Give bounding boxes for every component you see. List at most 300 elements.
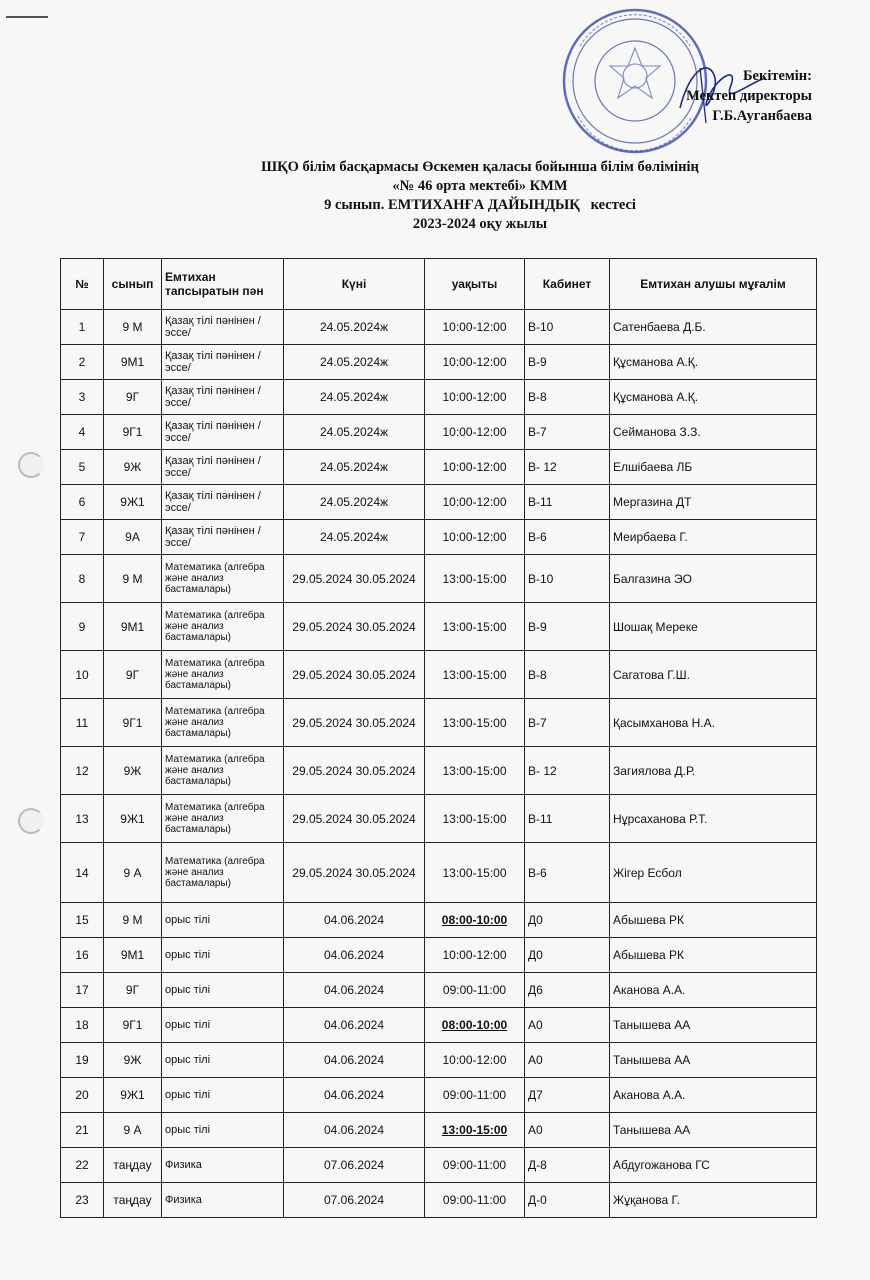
row-class-text: 9А [125, 530, 140, 544]
row-teacher-text: Танышева АА [613, 1123, 691, 1137]
row-teacher-text: Абышева РК [613, 948, 685, 962]
row-date [284, 938, 425, 973]
col-header-time: уақыты [425, 259, 525, 310]
col-header-number: № [61, 259, 104, 310]
row-time-text: 08:00-10:00 [441, 1018, 508, 1032]
row-class-text: 9Ж [123, 763, 142, 778]
row-number [61, 555, 104, 603]
row-number [61, 973, 104, 1008]
row-time-text: 10:00-12:00 [442, 948, 507, 962]
row-teacher-text: Жұқанова Г. [613, 1193, 680, 1207]
row-date-text: 24.05.2024ж [319, 460, 389, 474]
row-date-text: 04.06.2024 [323, 1123, 385, 1137]
row-class [104, 520, 162, 555]
row-date [284, 795, 425, 843]
row-number-text: 19 [75, 1053, 89, 1067]
row-date-text: 24.05.2024ж [319, 425, 389, 439]
row-room-text: Д0 [528, 913, 543, 927]
row-room [525, 843, 610, 903]
row-room-text: В-7 [528, 715, 547, 730]
row-date [284, 903, 425, 938]
table-row [61, 415, 817, 450]
row-time-text: 09:00-11:00 [442, 1158, 507, 1172]
row-room [525, 485, 610, 520]
row-room-text: В-9 [528, 355, 547, 369]
row-room [525, 938, 610, 973]
row-room [525, 555, 610, 603]
row-class-text: 9 А [123, 1123, 142, 1137]
row-subject-text: орыс тілі [165, 1019, 211, 1031]
row-date-text: 04.06.2024 [323, 1053, 385, 1067]
row-subject [162, 938, 284, 973]
row-date [284, 651, 425, 699]
row-teacher-text: Аканова А.А. [613, 1088, 686, 1102]
row-room-text: Д-8 [528, 1158, 547, 1172]
row-number-text: 8 [78, 571, 86, 586]
row-room [525, 795, 610, 843]
row-class [104, 699, 162, 747]
row-teacher [610, 1148, 817, 1183]
row-date-text: 24.05.2024ж [319, 355, 389, 369]
row-subject [162, 603, 284, 651]
row-subject [162, 651, 284, 699]
row-class-text: таңдау [113, 1158, 152, 1172]
row-room-text: А0 [528, 1053, 543, 1067]
row-subject-text: орыс тілі [165, 1124, 211, 1136]
row-date [284, 415, 425, 450]
table-header-row [61, 259, 817, 310]
row-teacher-text: Загиялова Д.Р. [613, 763, 696, 778]
row-room-text: Д0 [528, 948, 543, 962]
row-teacher-text: Сейманова З.З. [613, 425, 701, 439]
row-time-text: 13:00-15:00 [441, 1123, 508, 1137]
row-number-text: 10 [75, 667, 89, 682]
header-line-2: «№ 46 орта мектебі» КММ [392, 178, 568, 194]
row-teacher [610, 843, 817, 903]
row-number [61, 450, 104, 485]
row-date [284, 485, 425, 520]
header-line-1: ШҚО білім басқармасы Өскемен қаласы бойынша білім бөлімінің [261, 159, 699, 175]
scan-edge-mark [6, 16, 48, 18]
row-number-text: 23 [75, 1193, 89, 1207]
row-time-text: 10:00-12:00 [442, 495, 507, 509]
row-teacher-text: Қасымханова Н.А. [613, 715, 715, 730]
row-subject-text: Қазақ тілі пәнінен /эссе/ [165, 455, 261, 479]
row-number-text: 3 [78, 390, 86, 404]
row-time-text: 10:00-12:00 [442, 320, 507, 334]
table-row [61, 1148, 817, 1183]
row-number-text: 2 [78, 355, 86, 369]
row-room-text: В-6 [528, 865, 547, 880]
row-number [61, 310, 104, 345]
row-class [104, 380, 162, 415]
row-class-text: 9Г1 [122, 715, 143, 730]
row-teacher [610, 699, 817, 747]
row-time-text: 10:00-12:00 [442, 390, 507, 404]
row-room [525, 699, 610, 747]
row-subject-text: орыс тілі [165, 1054, 211, 1066]
row-class-text: 9М1 [120, 619, 145, 634]
row-number-text: 14 [75, 865, 89, 880]
row-date [284, 1078, 425, 1113]
row-time [425, 380, 525, 415]
row-time-text: 10:00-12:00 [442, 460, 507, 474]
col-header-date: Күні [284, 259, 425, 310]
row-teacher [610, 1078, 817, 1113]
row-time-text: 13:00-15:00 [442, 619, 507, 634]
row-teacher-text: Танышева АА [613, 1053, 691, 1067]
row-date [284, 843, 425, 903]
row-room [525, 520, 610, 555]
table-row [61, 699, 817, 747]
row-subject [162, 903, 284, 938]
row-number-text: 21 [75, 1123, 89, 1137]
row-subject [162, 1113, 284, 1148]
row-time-text: 10:00-12:00 [442, 1053, 507, 1067]
row-room [525, 1183, 610, 1218]
row-class-text: 9Ж1 [120, 1088, 145, 1102]
row-room [525, 345, 610, 380]
row-room [525, 1113, 610, 1148]
row-number [61, 651, 104, 699]
row-number [61, 938, 104, 973]
row-room-text: А0 [528, 1123, 543, 1137]
row-teacher-text: Абышева РК [613, 913, 685, 927]
table-row [61, 310, 817, 345]
schedule-table [60, 258, 817, 1218]
row-subject [162, 973, 284, 1008]
row-date [284, 380, 425, 415]
row-teacher [610, 1043, 817, 1078]
row-subject [162, 485, 284, 520]
approval-line-3: Г.Б.Ауганбаева [712, 108, 812, 124]
row-class-text: 9Г1 [122, 425, 143, 439]
row-date [284, 555, 425, 603]
row-subject-text: орыс тілі [165, 984, 211, 996]
row-class-text: 9 М [122, 571, 143, 586]
row-date [284, 747, 425, 795]
row-subject-text: Математика (алгебра және анализ бастамалары) [165, 706, 265, 739]
row-class-text: 9Г [125, 390, 140, 404]
row-date-text: 29.05.2024 30.05.2024 [292, 865, 416, 880]
table-row [61, 603, 817, 651]
row-teacher [610, 603, 817, 651]
row-date [284, 520, 425, 555]
row-class-text: 9Ж1 [120, 811, 145, 826]
row-teacher [610, 415, 817, 450]
row-teacher [610, 380, 817, 415]
row-class [104, 1043, 162, 1078]
row-time [425, 973, 525, 1008]
row-number [61, 485, 104, 520]
row-date-text: 29.05.2024 30.05.2024 [292, 763, 416, 778]
approval-block [686, 66, 812, 126]
row-room [525, 651, 610, 699]
header-line-4: 2023-2024 оқу жылы [412, 216, 548, 232]
row-class [104, 345, 162, 380]
row-room-text: В-8 [528, 667, 547, 682]
row-class-text: 9 М [122, 320, 143, 334]
row-subject-text: Қазақ тілі пәнінен /эссе/ [165, 525, 261, 549]
row-date-text: 24.05.2024ж [319, 390, 389, 404]
row-date [284, 310, 425, 345]
row-number-text: 12 [75, 763, 89, 778]
table-row [61, 450, 817, 485]
table-row [61, 520, 817, 555]
row-time [425, 843, 525, 903]
row-time-text: 09:00-11:00 [442, 983, 507, 997]
approval-line-2: Мектеп директоры [686, 88, 812, 104]
header-line-3: 9 сынып. ЕМТИХАНҒА ДАЙЫНДЫҚ кестесі [324, 197, 636, 213]
col-header-teacher: Емтихан алушы мұғалім [610, 259, 817, 310]
row-class-text: таңдау [113, 1193, 152, 1207]
row-class [104, 1183, 162, 1218]
row-number [61, 1008, 104, 1043]
row-date-text: 29.05.2024 30.05.2024 [292, 619, 416, 634]
row-room [525, 415, 610, 450]
row-time [425, 938, 525, 973]
row-room-text: В-7 [528, 425, 547, 439]
row-subject-text: Математика (алгебра және анализ бастамалары) [165, 610, 265, 643]
row-subject [162, 843, 284, 903]
row-number [61, 699, 104, 747]
row-class [104, 450, 162, 485]
row-room-text: В-9 [528, 619, 547, 634]
row-time-text: 13:00-15:00 [442, 811, 507, 826]
row-subject-text: Қазақ тілі пәнінен /эссе/ [165, 315, 261, 339]
row-room [525, 973, 610, 1008]
row-teacher [610, 1008, 817, 1043]
row-teacher [610, 520, 817, 555]
row-date-text: 04.06.2024 [323, 1018, 385, 1032]
row-subject [162, 555, 284, 603]
row-time [425, 795, 525, 843]
row-date-text: 04.06.2024 [323, 1088, 385, 1102]
table-row [61, 1043, 817, 1078]
row-date [284, 1008, 425, 1043]
row-class [104, 603, 162, 651]
table-row [61, 1113, 817, 1148]
table-row [61, 795, 817, 843]
row-room [525, 1043, 610, 1078]
row-room-text: Д7 [528, 1088, 543, 1102]
row-subject [162, 520, 284, 555]
row-teacher-text: Танышева АА [613, 1018, 691, 1032]
row-number [61, 380, 104, 415]
row-teacher-text: Құсманова А.Қ. [613, 355, 699, 369]
row-subject [162, 1148, 284, 1183]
row-teacher-text: Шошақ Мереке [613, 619, 698, 634]
row-room-text: В-8 [528, 390, 547, 404]
row-teacher [610, 1183, 817, 1218]
table-row [61, 938, 817, 973]
row-subject [162, 795, 284, 843]
row-number [61, 1148, 104, 1183]
row-room-text: В-10 [528, 571, 554, 586]
row-date [284, 1043, 425, 1078]
row-class [104, 903, 162, 938]
row-teacher-text: Меирбаева Г. [613, 530, 688, 544]
row-date-text: 29.05.2024 30.05.2024 [292, 667, 416, 682]
row-subject [162, 1183, 284, 1218]
row-date-text: 04.06.2024 [323, 983, 385, 997]
row-date [284, 1148, 425, 1183]
row-subject-text: Математика (алгебра және анализ бастамалары) [165, 802, 265, 835]
row-time [425, 1043, 525, 1078]
row-teacher [610, 651, 817, 699]
table-row [61, 345, 817, 380]
approval-line-1: Бекітемін: [742, 68, 812, 84]
row-subject [162, 450, 284, 485]
binder-hole-icon [18, 808, 44, 834]
row-teacher-text: Елшібаева ЛБ [613, 460, 693, 474]
row-time [425, 1008, 525, 1043]
row-time [425, 651, 525, 699]
row-number [61, 795, 104, 843]
row-room-text: В-10 [528, 320, 554, 334]
row-number-text: 11 [75, 715, 89, 730]
row-subject-text: Қазақ тілі пәнінен /эссе/ [165, 385, 261, 409]
row-teacher [610, 795, 817, 843]
row-subject [162, 345, 284, 380]
row-number [61, 603, 104, 651]
row-date [284, 1183, 425, 1218]
row-teacher [610, 973, 817, 1008]
row-teacher [610, 938, 817, 973]
row-subject-text: Қазақ тілі пәнінен /эссе/ [165, 350, 261, 374]
row-subject-text: Математика (алгебра және анализ бастамалары) [165, 658, 265, 691]
row-room-text: В- 12 [528, 460, 557, 474]
table-row [61, 555, 817, 603]
row-class-text: 9 М [122, 913, 143, 927]
row-number [61, 843, 104, 903]
row-teacher-text: Құсманова А.Қ. [613, 390, 699, 404]
row-date-text: 24.05.2024ж [319, 495, 389, 509]
row-subject [162, 1008, 284, 1043]
row-class [104, 415, 162, 450]
row-teacher-text: Сатенбаева Д.Б. [613, 320, 706, 334]
row-number-text: 6 [78, 495, 86, 509]
row-date [284, 973, 425, 1008]
table-row [61, 747, 817, 795]
row-class [104, 747, 162, 795]
row-class-text: 9 А [123, 865, 142, 880]
row-subject-text: орыс тілі [165, 1089, 211, 1101]
row-time [425, 603, 525, 651]
row-number [61, 520, 104, 555]
row-class [104, 1008, 162, 1043]
row-number-text: 9 [78, 619, 86, 634]
row-subject-text: Математика (алгебра және анализ бастамалары) [165, 856, 265, 889]
row-teacher-text: Абдугожанова ГС [613, 1158, 710, 1172]
col-header-class: сынып [104, 259, 162, 310]
row-time-text: 10:00-12:00 [442, 530, 507, 544]
row-time-text: 13:00-15:00 [442, 667, 507, 682]
row-room [525, 903, 610, 938]
row-time [425, 747, 525, 795]
table-row [61, 1183, 817, 1218]
row-room [525, 450, 610, 485]
row-class [104, 651, 162, 699]
row-subject-text: Математика (алгебра және анализ бастамалары) [165, 754, 265, 787]
row-time-text: 09:00-11:00 [442, 1193, 507, 1207]
row-subject-text: орыс тілі [165, 949, 211, 961]
row-class [104, 843, 162, 903]
row-date-text: 07.06.2024 [323, 1193, 385, 1207]
row-date-text: 24.05.2024ж [319, 320, 389, 334]
row-room [525, 1008, 610, 1043]
row-date [284, 699, 425, 747]
table-row [61, 485, 817, 520]
row-teacher [610, 485, 817, 520]
row-number [61, 1078, 104, 1113]
row-time-text: 13:00-15:00 [442, 715, 507, 730]
row-number [61, 1043, 104, 1078]
row-time-text: 13:00-15:00 [442, 763, 507, 778]
table-row [61, 903, 817, 938]
row-subject [162, 699, 284, 747]
row-date-text: 29.05.2024 30.05.2024 [292, 811, 416, 826]
row-time-text: 10:00-12:00 [442, 425, 507, 439]
row-teacher [610, 345, 817, 380]
row-room-text: В-11 [528, 495, 553, 509]
row-room [525, 747, 610, 795]
row-teacher [610, 450, 817, 485]
row-time [425, 485, 525, 520]
row-date-text: 04.06.2024 [323, 948, 385, 962]
row-time [425, 1148, 525, 1183]
row-subject [162, 310, 284, 345]
row-time-text: 13:00-15:00 [442, 571, 507, 586]
row-room [525, 310, 610, 345]
row-time-text: 13:00-15:00 [442, 865, 507, 880]
row-class-text: 9Ж [123, 1053, 142, 1067]
row-time [425, 310, 525, 345]
row-date-text: 29.05.2024 30.05.2024 [292, 715, 416, 730]
row-class [104, 1148, 162, 1183]
row-number-text: 7 [78, 530, 86, 544]
row-time [425, 345, 525, 380]
table-row [61, 651, 817, 699]
col-header-subject: Емтихан тапсыратын пән [162, 259, 284, 310]
row-number-text: 13 [75, 811, 89, 826]
row-number-text: 16 [75, 948, 89, 962]
row-class [104, 310, 162, 345]
table-row [61, 1008, 817, 1043]
document-header [0, 158, 870, 234]
row-subject-text: Қазақ тілі пәнінен /эссе/ [165, 490, 261, 514]
row-subject-text: Қазақ тілі пәнінен /эссе/ [165, 420, 261, 444]
row-room-text: В- 12 [528, 763, 557, 778]
table-row [61, 973, 817, 1008]
row-date-text: 24.05.2024ж [319, 530, 389, 544]
row-number [61, 345, 104, 380]
row-teacher [610, 1113, 817, 1148]
row-subject [162, 747, 284, 795]
row-class [104, 1113, 162, 1148]
row-subject [162, 380, 284, 415]
row-class [104, 1078, 162, 1113]
row-time-text: 08:00-10:00 [441, 913, 508, 927]
row-class-text: 9Ж1 [120, 495, 145, 509]
row-class-text: 9Г [125, 983, 140, 997]
row-date [284, 345, 425, 380]
row-date [284, 1113, 425, 1148]
row-subject-text: Физика [165, 1159, 202, 1171]
row-room [525, 1148, 610, 1183]
row-teacher-text: Мергазина ДТ [613, 495, 692, 509]
row-date-text: 07.06.2024 [323, 1158, 385, 1172]
